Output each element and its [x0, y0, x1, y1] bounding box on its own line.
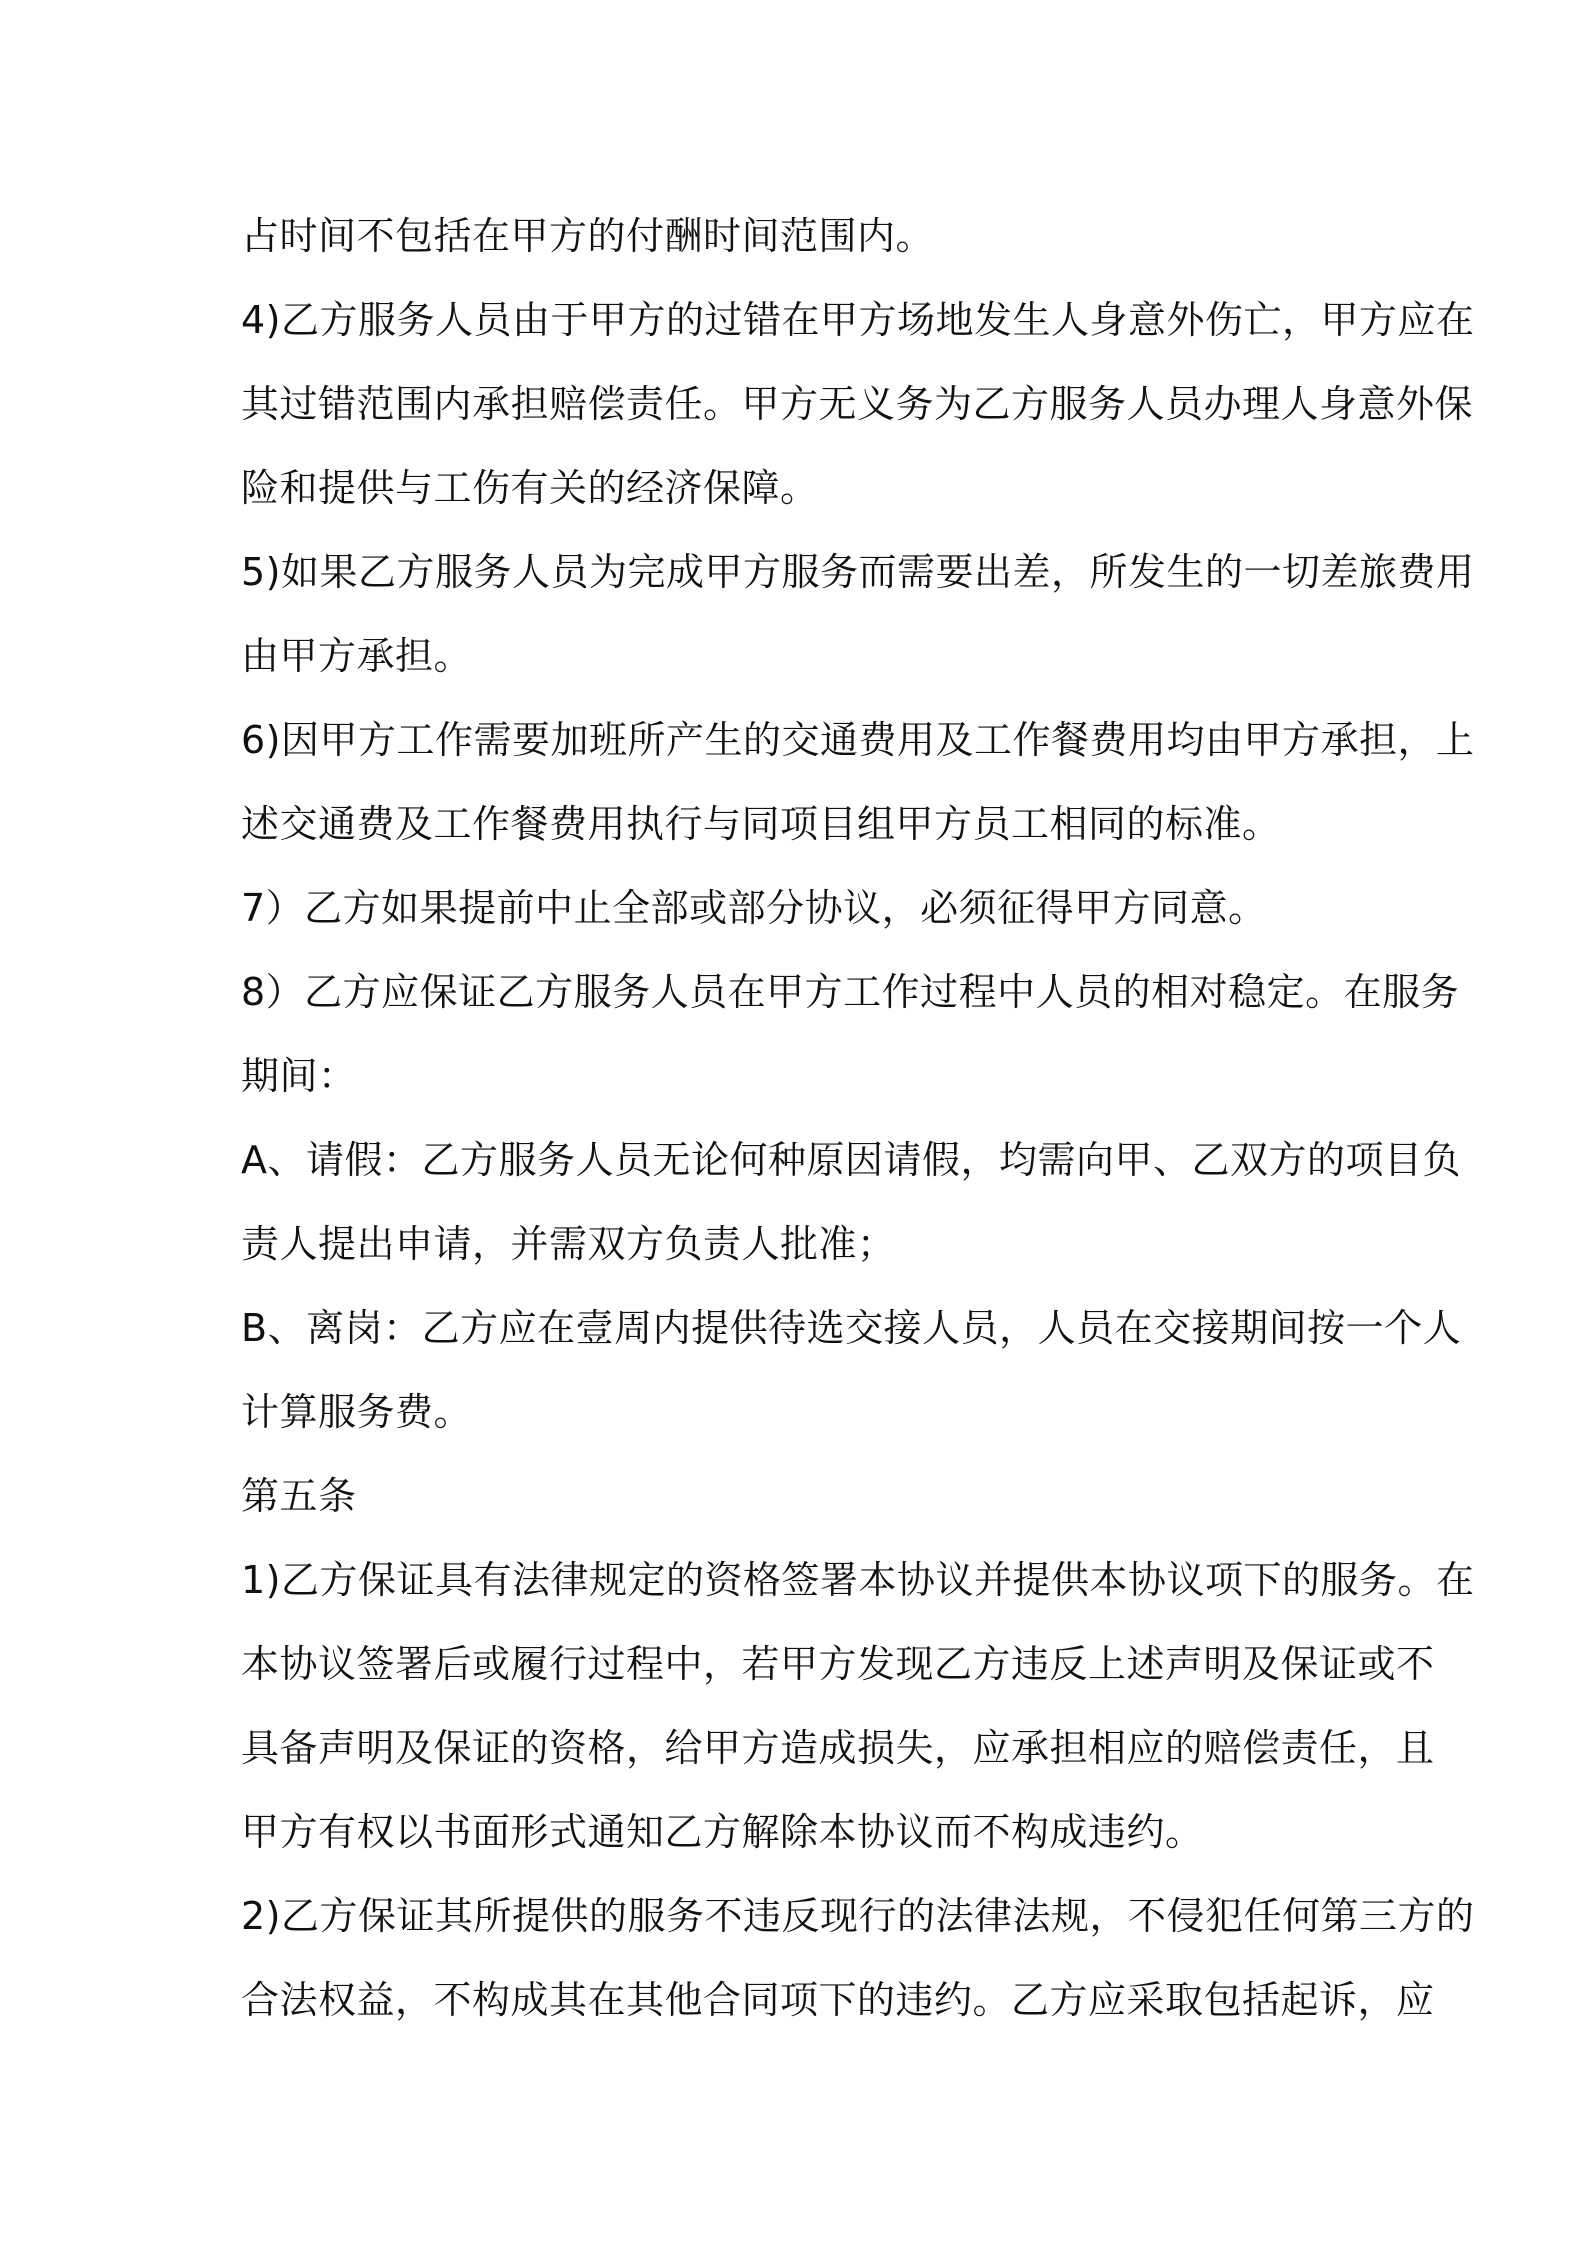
text-line: A、请假：乙方服务人员无论何种原因请假，均需向甲、乙双方的项目负 — [241, 1138, 1461, 1182]
text-line: 险和提供与工伤有关的经济保障。 — [241, 466, 819, 510]
text-line: 其过错范围内承担赔偿责任。甲方无义务为乙方服务人员办理人身意外保 — [241, 382, 1474, 426]
text-line: 期间： — [241, 1054, 357, 1098]
text-line: 由甲方承担。 — [241, 634, 473, 678]
text-line: 计算服务费。 — [241, 1390, 473, 1434]
text-line: 7）乙方如果提前中止全部或部分协议，必须征得甲方同意。 — [241, 886, 1267, 930]
text-line: 2)乙方保证其所提供的服务不违反现行的法律法规，不侵犯任何第三方的 — [241, 1894, 1475, 1938]
text-line: 占时间不包括在甲方的付酬时间范围内。 — [241, 214, 935, 258]
text-line: 4)乙方服务人员由于甲方的过错在甲方场地发生人身意外伤亡，甲方应在 — [241, 298, 1475, 342]
text-line: 本协议签署后或履行过程中，若甲方发现乙方违反上述声明及保证或不 — [241, 1642, 1435, 1686]
text-line: 1)乙方保证具有法律规定的资格签署本协议并提供本协议项下的服务。在 — [241, 1558, 1475, 1602]
text-line: 5)如果乙方服务人员为完成甲方服务而需要出差，所发生的一切差旅费用 — [241, 550, 1475, 594]
text-line: 责人提出申请，并需双方负责人批准； — [241, 1222, 896, 1266]
text-line: B、离岗：乙方应在壹周内提供待选交接人员，人员在交接期间按一个人 — [241, 1306, 1462, 1350]
text-line: 甲方有权以书面形式通知乙方解除本协议而不构成违约。 — [241, 1810, 1204, 1854]
text-line: 6)因甲方工作需要加班所产生的交通费用及工作餐费用均由甲方承担，上 — [241, 718, 1475, 762]
text-line: 8）乙方应保证乙方服务人员在甲方工作过程中人员的相对稳定。在服务 — [241, 970, 1460, 1014]
text-line: 述交通费及工作餐费用执行与同项目组甲方员工相同的标准。 — [241, 802, 1281, 846]
section-heading: 第五条 — [241, 1474, 357, 1518]
text-line: 具备声明及保证的资格，给甲方造成损失，应承担相应的赔偿责任，且 — [241, 1726, 1435, 1770]
document-body — [241, 194, 1475, 2042]
text-line: 合法权益，不构成其在其他合同项下的违约。乙方应采取包括起诉，应 — [241, 1978, 1435, 2022]
